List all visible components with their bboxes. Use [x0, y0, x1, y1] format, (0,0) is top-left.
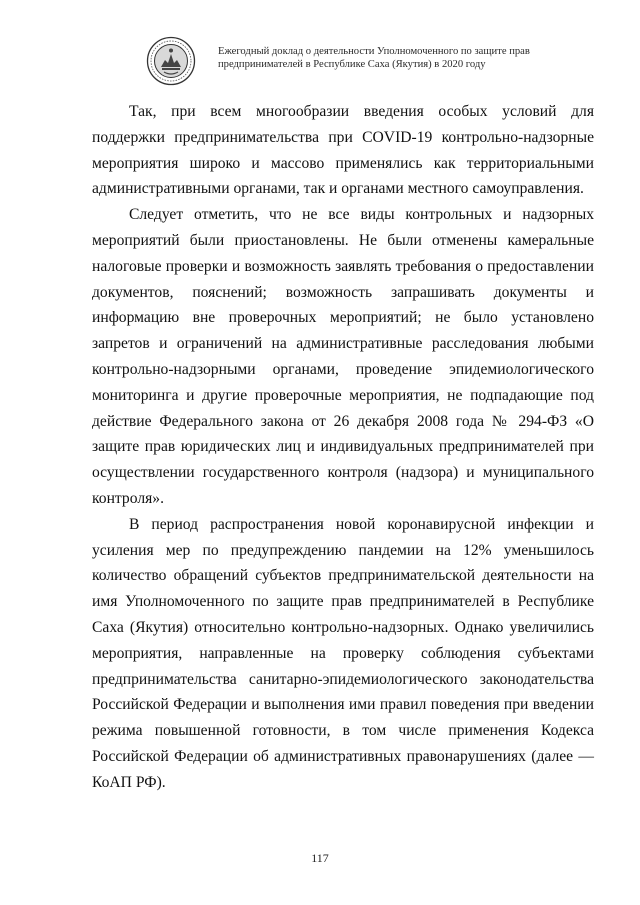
page-header	[146, 36, 566, 88]
sakha-yakutia-emblem-icon	[146, 36, 196, 86]
document-header-title	[218, 45, 563, 71]
paragraph: В период распространения новой коронавирусной инфекции и усиления мер по предупреждению пандемии на 12% уменьшилось количество обращений субъектов предпринимательской деятельности на имя Уполномоченного по защите прав предпринимателей в Республике Саха (Якутия) относительно контрольно-надзорных. Однако увеличились мероприятия, направленные на проверку соблюдения субъектами предпринимательства санитарно-эпидемиологического законодательства Российской Федерации и выполнения ими правил поведения при введении режима повышенной готовности, в том числе применения Кодекса Российской Федерации об административных правонарушениях (далее — КоАП РФ).	[92, 515, 594, 791]
header-line-1: Ежегодный доклад о деятельности Уполномоченного по защите прав	[218, 46, 530, 57]
paragraph: Следует отметить, что не все виды контрольных и надзорных мероприятий были приостановлены. Не были отменены камеральные налоговые проверки и возможность заявлять требования о предоставлении документов, пояснений; возможность запрашивать документы и информацию вне проверочных мероприятий; не было установлено запретов и ограничений на административные расследования любыми контрольно-надзорными органами, проведение эпидемиологического мониторинга и другие проверочные мероприятия, не подпадающие под действие Федерального закона от 26 декабря 2008 года № 294-ФЗ «О защите прав юридических лиц и индивидуальных предпринимателей при осуществлении государственного контроля (надзора) и муниципального контроля».	[92, 206, 594, 507]
page-number: 117	[311, 851, 329, 865]
document-body	[92, 99, 594, 796]
header-line-2: предпринимателей в Республике Саха (Якутия) в 2020 году	[218, 59, 486, 70]
paragraph: Так, при всем многообразии введения особых условий для поддержки предпринимательства при COVID-19 контрольно-надзорные мероприятия широко и массово применялись как территориальными административными органами, так и органами местного самоуправления.	[92, 103, 594, 198]
